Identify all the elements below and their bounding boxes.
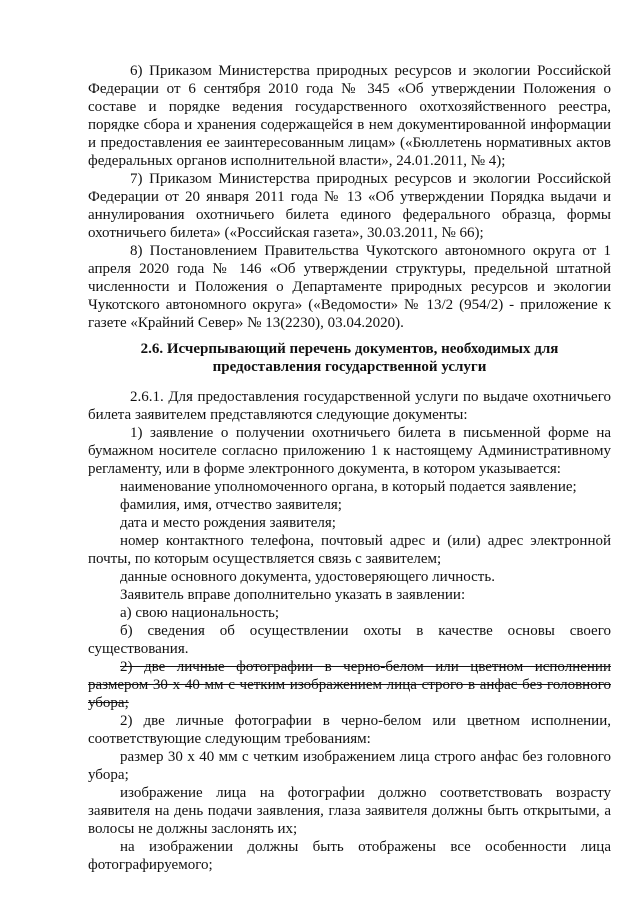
legal-basis-item-6: 6) Приказом Министерства природных ресурсов и экологии Российской Федерации от 6 сентября 2010 года № 345 «Об утверждении Положения о составе и порядке ведения государственного охотхозяйственного реестра, порядке сбора и хранения содержащейся в нем документированной информации и предоставления ее заинтересованным лицам» («Бюллетень нормативных актов федеральных органов исполнительной власти», 24.01.2011, № 4);	[88, 63, 611, 169]
paragraph: дата и место рождения заявителя;	[120, 515, 336, 531]
paragraph: данные основного документа, удостоверяющего личность.	[120, 569, 495, 585]
struck-paragraph: 2) две личные фотографии в черно-белом или цветном исполнении размером 30 х 40 мм с четким изображением лица строго в анфас без головного убора;	[88, 659, 611, 711]
paragraph: изображение лица на фотографии должно соответствовать возрасту заявителя на день подачи заявления, глаза заявителя должны быть открытыми, а волосы не должны заслонять их;	[88, 785, 611, 837]
legal-basis-list	[88, 62, 611, 332]
paragraph: наименование уполномоченного органа, в который подается заявление;	[120, 479, 577, 495]
paragraph: фамилия, имя, отчество заявителя;	[120, 497, 342, 513]
paragraph: 2.6.1. Для предоставления государственной услуги по выдаче охотничьего билета заявителем представляются следующие документы:	[88, 389, 611, 423]
paragraph: на изображении должны быть отображены все особенности лица фотографируемого;	[88, 839, 611, 873]
paragraph: размер 30 х 40 мм с четким изображением лица строго анфас без головного убора;	[88, 749, 611, 783]
legal-basis-item-8: 8) Постановлением Правительства Чукотского автономного округа от 1 апреля 2020 года № 146 «Об утверждении структуры, предельной штатной численности и Положения о Департаменте природных ресурсов и экологии Чукотского автономного округа» («Ведомости» № 13/2 (954/2) - приложение к газете «Крайний Север» № 13(2230), 03.04.2020).	[88, 243, 611, 331]
paragraph: Заявитель вправе дополнительно указать в заявлении:	[120, 587, 466, 603]
paragraph: б) сведения об осуществлении охоты в качестве основы своего существования.	[88, 623, 611, 657]
paragraph: 1) заявление о получении охотничьего билета в письменной форме на бумажном носителе согласно приложению 1 к настоящему Административному регламенту, или в форме электронного документа, в котором указывается:	[88, 425, 611, 477]
paragraph: номер контактного телефона, почтовый адрес и (или) адрес электронной почты, по которым осуществляется связь с заявителем;	[88, 533, 611, 567]
section-body	[88, 388, 611, 874]
legal-basis-item-7: 7) Приказом Министерства природных ресурсов и экологии Российской Федерации от 20 января 2011 года № 13 «Об утверждении Порядка выдачи и аннулирования охотничьего билета единого федерального образца, формы охотничьего билета» («Российская газета», 30.03.2011, № 66);	[88, 171, 611, 241]
paragraph: а) свою национальность;	[120, 605, 280, 621]
paragraph: 2) две личные фотографии в черно-белом или цветном исполнении, соответствующие следующим требованиям:	[88, 713, 611, 747]
section-heading: 2.6. Исчерпывающий перечень документов, необходимых для предоставления государственной услуги	[140, 341, 559, 375]
